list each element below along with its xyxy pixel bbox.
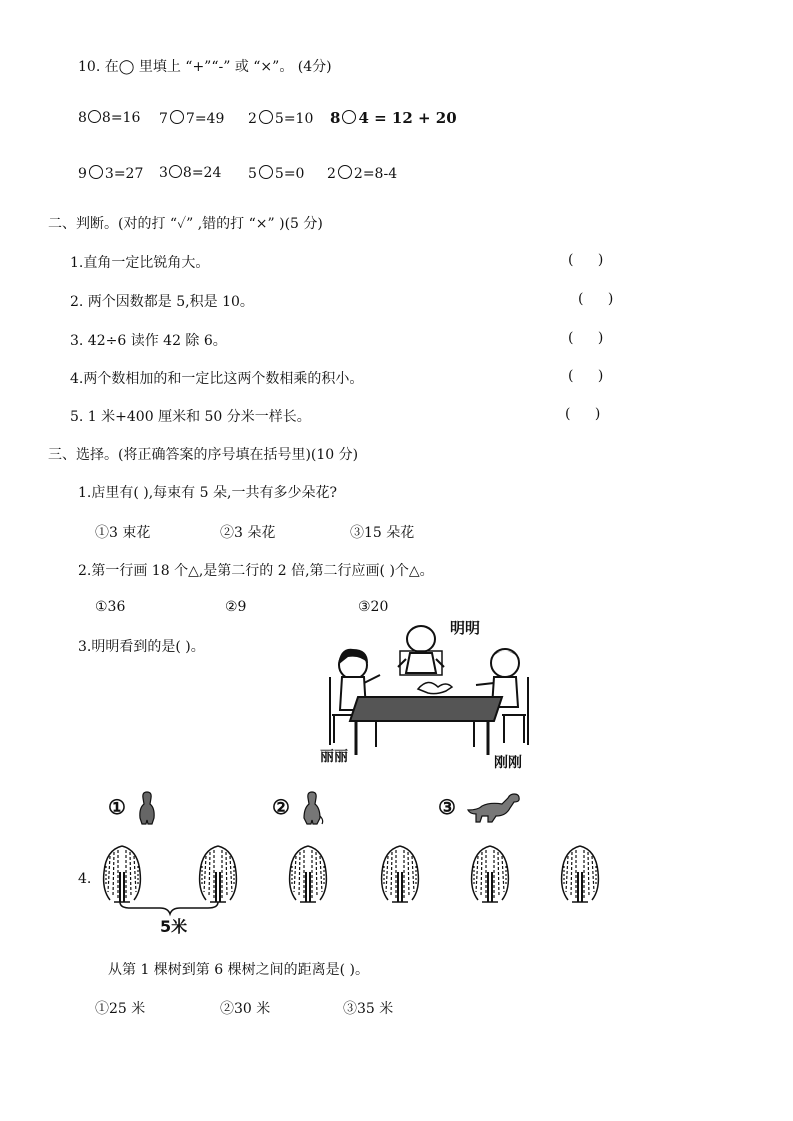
tree-2: [200, 846, 237, 902]
choice-q4-number: 4.: [78, 871, 92, 887]
q10-title: 10. 在◯ 里填上 “+”“-” 或 “×”。 (4分): [78, 59, 332, 75]
q2-option-3[interactable]: ③20: [358, 599, 389, 615]
mingming-figure: [398, 626, 444, 675]
blank-circle[interactable]: [169, 165, 182, 178]
q3-option-1-mark[interactable]: ①: [108, 795, 126, 819]
q10-eq-7: 5 5=0: [248, 166, 305, 182]
answer-paren-4[interactable]: ( ): [568, 368, 614, 384]
q1-option-3[interactable]: ③15 朵花: [350, 525, 415, 541]
table: [350, 697, 502, 721]
dinosaur-toy: [418, 682, 452, 693]
tree-5: [472, 846, 509, 902]
q10-eq-5: 9 3=27: [78, 166, 144, 182]
answer-paren-5[interactable]: ( ): [565, 406, 611, 422]
dinosaur-front-view-icon: [136, 790, 158, 826]
judge-item-3: 3. 42÷6 读作 42 除 6。: [70, 333, 227, 349]
q4-option-3[interactable]: ③35 米: [343, 1001, 394, 1017]
q10-eq-3: 2 5=10: [248, 111, 314, 127]
name-mingming: 明明: [450, 619, 481, 637]
section2-title: 二、判断。(对的打 “✓” ,错的打 “×” )(5 分): [48, 216, 323, 232]
blank-circle[interactable]: [259, 110, 273, 124]
q10-eq-6: 3 8=24: [159, 165, 222, 181]
q10-eq-2: 7 7=49: [159, 111, 225, 127]
answer-paren-3[interactable]: ( ): [568, 330, 614, 346]
choice-q1: 1.店里有( ),每束有 5 朵,一共有多少朵花?: [78, 485, 337, 501]
children-table-illustration: [318, 615, 540, 775]
q2-option-1[interactable]: ①36: [95, 599, 126, 615]
answer-paren-1[interactable]: ( ): [568, 252, 614, 268]
judge-item-4: 4.两个数相加的和一定比这两个数相乘的积小。: [70, 371, 364, 387]
q3-option-2-mark[interactable]: ②: [272, 795, 290, 819]
q1-option-2[interactable]: ②3 朵花: [220, 525, 276, 541]
blank-circle[interactable]: [342, 110, 356, 124]
judge-item-1: 1.直角一定比锐角大。: [70, 255, 210, 271]
section3-title: 三、选择。(将正确答案的序号填在括号里)(10 分): [48, 447, 359, 463]
q2-option-2[interactable]: ②9: [225, 599, 247, 615]
tree-6: [562, 846, 599, 902]
dinosaur-side-view-icon: [466, 790, 522, 824]
choice-q3: 3.明明看到的是( )。: [78, 639, 205, 655]
trees-illustration: [100, 838, 620, 938]
q1-option-1[interactable]: ①3 束花: [95, 525, 151, 541]
q3-option-3-mark[interactable]: ③: [438, 795, 456, 819]
blank-circle[interactable]: [170, 110, 184, 124]
q10-eq-1: 8 8=16: [78, 110, 141, 126]
choice-q4: 从第 1 棵树到第 6 棵树之间的距离是( )。: [108, 962, 369, 978]
blank-circle[interactable]: [338, 165, 352, 179]
judge-item-2: 2. 两个因数都是 5,积是 10。: [70, 294, 254, 310]
name-lili: 丽丽: [320, 749, 348, 765]
tree-3: [290, 846, 327, 902]
name-ganggang: 刚刚: [494, 755, 522, 771]
tree-1: [104, 846, 141, 902]
choice-q2: 2.第一行画 18 个△,是第二行的 2 倍,第二行应画( )个△。: [78, 563, 434, 579]
q4-option-1[interactable]: ①25 米: [95, 1001, 146, 1017]
q4-option-2[interactable]: ②30 米: [220, 1001, 271, 1017]
q10-eq-4: 8 4 = 12 + 20: [330, 109, 457, 127]
blank-circle[interactable]: [89, 165, 103, 179]
distance-label: 5米: [160, 917, 188, 936]
dinosaur-back-view-icon: [300, 790, 324, 826]
q10-eq-8: 2 2=8-4: [327, 166, 398, 182]
blank-circle[interactable]: [88, 110, 101, 123]
answer-paren-2[interactable]: ( ): [578, 291, 624, 307]
distance-brace: [120, 902, 218, 914]
tree-4: [382, 846, 419, 902]
judge-item-5: 5. 1 米+400 厘米和 50 分米一样长。: [70, 409, 311, 425]
blank-circle[interactable]: [259, 165, 273, 179]
